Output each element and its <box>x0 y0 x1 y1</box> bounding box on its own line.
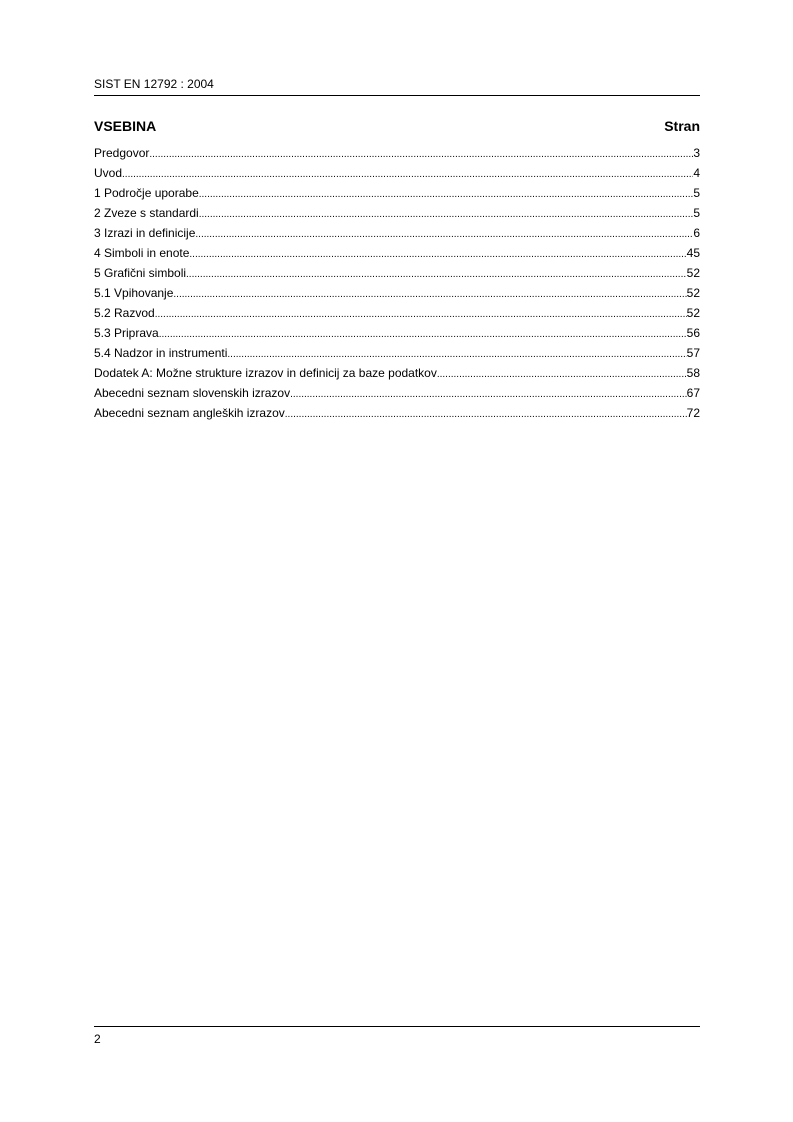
toc-entry-page: 58 <box>686 366 700 380</box>
toc-entry[interactable] <box>94 166 700 186</box>
toc-entry-title: 1 Področje uporabe <box>94 186 199 200</box>
dot-leader <box>285 408 687 422</box>
dot-leader <box>186 268 687 282</box>
dot-leader <box>159 328 687 342</box>
dot-leader <box>437 368 687 382</box>
toc-entry-page: 67 <box>686 386 700 400</box>
toc-entry-title: 2 Zveze s standardi <box>94 206 199 220</box>
toc-entry-title: Abecedni seznam slovenskih izrazov <box>94 386 291 400</box>
toc-entry[interactable] <box>94 326 700 346</box>
toc-entry-title: Dodatek A: Možne strukture izrazov in definicij za baze podatkov <box>94 366 437 380</box>
toc-entry[interactable] <box>94 246 700 266</box>
toc-entry-page: 5 <box>693 186 700 200</box>
dot-leader <box>199 208 694 222</box>
dot-leader <box>195 228 693 242</box>
toc-entry-page: 6 <box>693 226 700 240</box>
dot-leader <box>199 188 694 202</box>
toc-entry[interactable] <box>94 406 700 426</box>
dot-leader <box>173 288 686 302</box>
toc-entry-page: 45 <box>686 246 700 260</box>
toc-entry[interactable] <box>94 186 700 206</box>
toc-heading <box>94 118 700 134</box>
toc-title: VSEBINA <box>94 118 157 134</box>
toc-entry-page: 52 <box>686 306 700 320</box>
toc-entry[interactable] <box>94 226 700 246</box>
toc-entry[interactable] <box>94 146 700 166</box>
dot-leader <box>149 148 693 162</box>
header-rule <box>94 95 700 96</box>
dot-leader <box>155 308 687 322</box>
toc-entry-page: 4 <box>693 166 700 180</box>
toc-entry-page: 56 <box>686 326 700 340</box>
footer-rule <box>94 1026 700 1027</box>
toc-entry-title: Abecedni seznam angleških izrazov <box>94 406 285 420</box>
toc-entry-page: 52 <box>686 286 700 300</box>
toc-entry-page: 52 <box>686 266 700 280</box>
toc-entry-page: 57 <box>686 346 700 360</box>
toc-entry-title: 5.4 Nadzor in instrumenti <box>94 346 228 360</box>
toc-entry-title: 4 Simboli in enote <box>94 246 190 260</box>
toc-entry-title: Uvod <box>94 166 123 180</box>
dot-leader <box>122 168 693 182</box>
toc-entry-page: 72 <box>686 406 700 420</box>
toc-entry-title: 5.2 Razvod <box>94 306 155 320</box>
toc-entry-title: 3 Izrazi in definicije <box>94 226 196 240</box>
toc-entry-title: 5.1 Vpihovanje <box>94 286 174 300</box>
toc-entry[interactable] <box>94 266 700 286</box>
toc-entry-page: 3 <box>693 146 700 160</box>
toc-entry[interactable] <box>94 386 700 406</box>
table-of-contents <box>94 146 700 426</box>
dot-leader <box>227 348 686 362</box>
toc-entry[interactable] <box>94 346 700 366</box>
toc-entry[interactable] <box>94 286 700 306</box>
toc-entry-title: Predgovor <box>94 146 150 160</box>
dot-leader <box>189 248 686 262</box>
toc-entry[interactable] <box>94 306 700 326</box>
toc-page-column-heading: Stran <box>664 118 700 134</box>
page-number: 2 <box>94 1032 101 1046</box>
toc-entry-page: 5 <box>693 206 700 220</box>
dot-leader <box>290 388 687 402</box>
toc-entry-title: 5 Grafični simboli <box>94 266 187 280</box>
toc-entry-title: 5.3 Priprava <box>94 326 159 340</box>
toc-entry[interactable] <box>94 366 700 386</box>
toc-entry[interactable] <box>94 206 700 226</box>
document-id: SIST EN 12792 : 2004 <box>94 77 214 91</box>
